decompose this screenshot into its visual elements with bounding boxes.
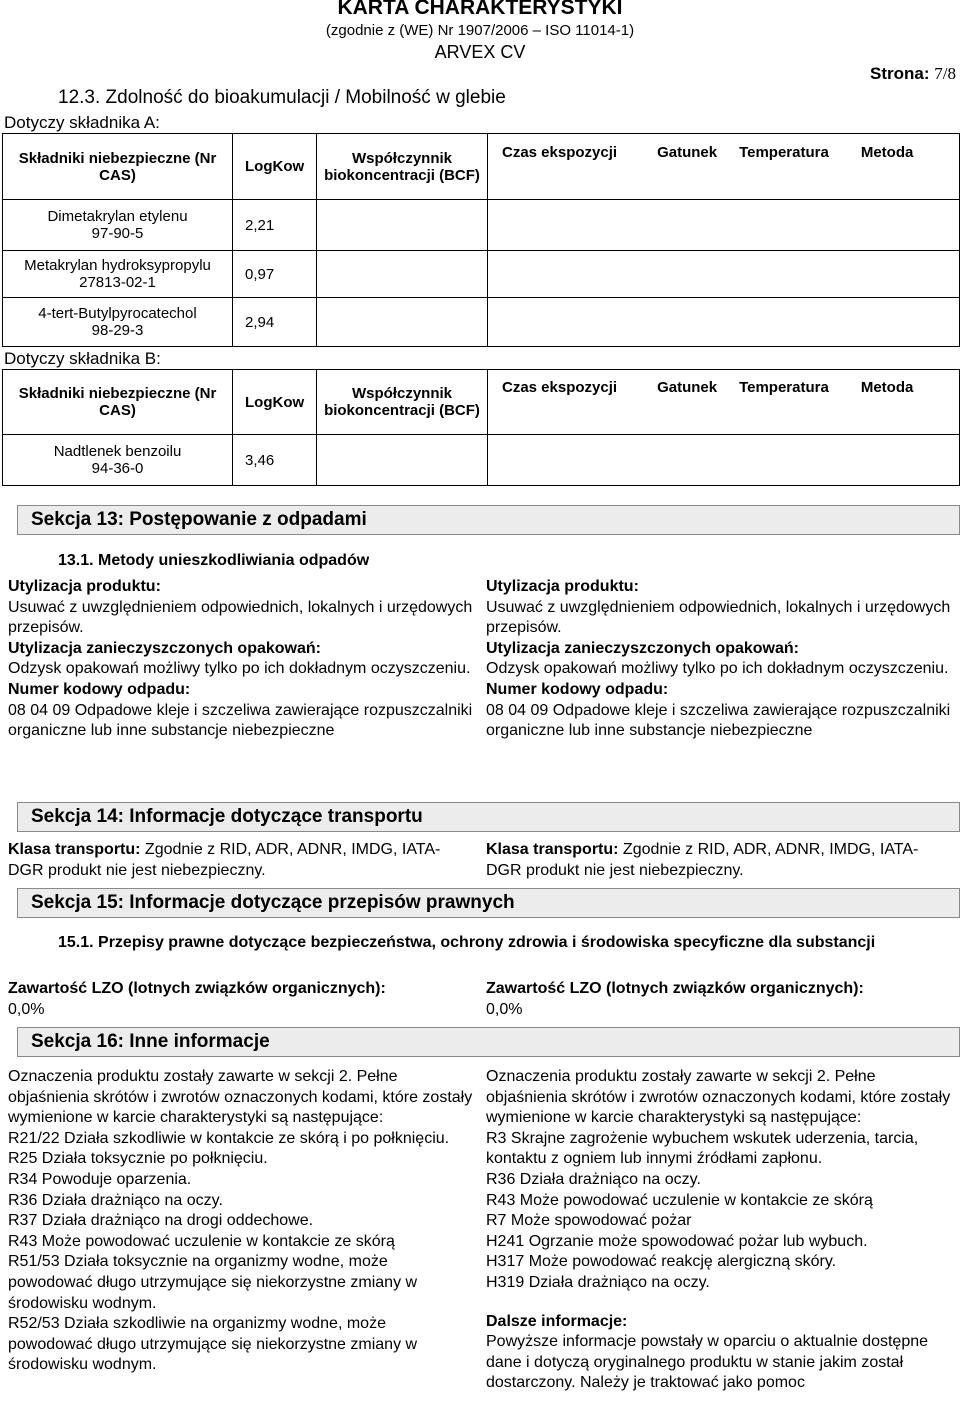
- phrase-line: R51/53 Działa toksycznie na organizmy wodne, może powodować długo utrzymujące się niekorzystne zmiany w środowisku wodnym.: [8, 1253, 418, 1312]
- bcf-cell: [317, 435, 488, 486]
- phrase-line: R34 Powoduje oparzenia.: [8, 1170, 192, 1188]
- document-title: KARTA CHARAKTERYSTYKI: [337, 0, 623, 19]
- substance-name: 4-tert-Butylpyrocatechol: [38, 305, 197, 322]
- logkow-value: 3,46: [233, 435, 317, 486]
- rest-cell: [488, 435, 960, 486]
- phrase-line: H319 Działa drażniąco na oczy.: [486, 1273, 710, 1291]
- section-13-left-column: [8, 577, 473, 742]
- table-header-row: [3, 370, 960, 435]
- component-a-table: [2, 133, 960, 347]
- substance-cell: [3, 200, 233, 251]
- substance-cas: 98-29-3: [91, 322, 144, 339]
- header-rest: [488, 370, 960, 435]
- waste-code-heading: Numer kodowy odpadu:: [486, 680, 669, 698]
- page-number: 7/8: [934, 64, 956, 83]
- section-16-banner: Sekcja 16: Inne informacje: [17, 1027, 960, 1057]
- phrase-line: R7 Może spowodować pożar: [486, 1212, 692, 1230]
- subsection-13-1-title: 13.1. Metody unieszkodliwiania odpadów: [58, 552, 370, 569]
- logkow-value: 2,94: [233, 298, 317, 347]
- phrase-line: R36 Działa drażniąco na oczy.: [486, 1170, 701, 1188]
- further-info-text: Powyższe informacje powstały w oparciu o aktualnie dostępne dane i dotyczą oryginalnego produktu w stanie jakim został dostarczony. Należy je traktować jako pomoc: [486, 1333, 929, 1392]
- section-14-banner: Sekcja 14: Informacje dotyczące transportu: [17, 802, 960, 832]
- bcf-cell: [317, 200, 488, 251]
- transport-text: Zgodnie z RID, ADR, ADNR, IMDG, IATA-DGR produkt nie jest niebezpieczny.: [8, 841, 441, 879]
- bcf-cell: [317, 298, 488, 347]
- substance-cell: [3, 251, 233, 298]
- header-method: Metoda: [860, 143, 914, 161]
- transport-text: Zgodnie z RID, ADR, ADNR, IMDG, IATA-DGR produkt nie jest niebezpieczny.: [486, 841, 919, 879]
- bcf-cell: [317, 251, 488, 298]
- header-bcf: Współczynnik biokoncentracji (BCF): [317, 134, 488, 200]
- voc-value: 0,0%: [8, 1000, 45, 1018]
- transport-left: [8, 840, 473, 881]
- voc-label: Zawartość LZO (lotnych związków organicznych):: [8, 980, 386, 997]
- phrase-line: H241 Ogrzanie może spowodować pożar lub wybuch.: [486, 1232, 868, 1250]
- voc-left: [8, 979, 473, 1020]
- header-species: Gatunek: [657, 143, 718, 161]
- rest-cell: [488, 200, 960, 251]
- header-substance: Składniki niebezpieczne (Nr CAS): [3, 370, 233, 435]
- packaging-heading: Utylizacja zanieczyszczonych opakowań:: [8, 639, 321, 657]
- table-row: [3, 200, 960, 251]
- header-logkow: LogKow: [233, 370, 317, 435]
- abbreviations-intro: Oznaczenia produktu zostały zawarte w sekcji 2. Pełne objaśnienia skrótów i zwrotów oznaczonych kodami, które zostały wymienione w karcie charakterystyki są następujące:: [486, 1068, 951, 1127]
- voc-value: 0,0%: [486, 1000, 523, 1018]
- waste-product-heading: Utylizacja produktu:: [486, 578, 639, 595]
- header-temperature: Temperatura: [739, 143, 829, 161]
- header-exposure: Czas ekspozycji: [502, 143, 618, 161]
- substance-name: Metakrylan hydroksypropylu: [24, 257, 211, 274]
- substance-cas: 27813-02-1: [79, 274, 156, 291]
- table-row: [3, 251, 960, 298]
- regulation-line: (zgodnie z (WE) Nr 1907/2006 – ISO 11014-1): [325, 22, 635, 39]
- waste-product-heading: Utylizacja produktu:: [8, 578, 161, 595]
- rest-cell: [488, 298, 960, 347]
- further-info-heading: Dalsze informacje:: [486, 1312, 628, 1330]
- rest-cell: [488, 251, 960, 298]
- component-b-title: Dotyczy składnika B:: [4, 349, 161, 368]
- packaging-text: Odzysk opakowań możliwy tylko po ich dokładnym oczyszczeniu.: [8, 660, 471, 678]
- packaging-heading: Utylizacja zanieczyszczonych opakowań:: [486, 639, 799, 657]
- substance-cas: 94-36-0: [91, 460, 144, 477]
- abbreviations-intro: Oznaczenia produktu zostały zawarte w sekcji 2. Pełne objaśnienia skrótów i zwrotów oznaczonych kodami, które zostały wymienione w karcie charakterystyki są następujące:: [8, 1068, 473, 1127]
- phrase-line: R21/22 Działa szkodliwie w kontakcie ze skórą i po połknięciu.: [8, 1129, 450, 1147]
- packaging-text: Odzysk opakowań możliwy tylko po ich dokładnym oczyszczeniu.: [486, 660, 949, 678]
- section-15-banner: Sekcja 15: Informacje dotyczące przepisów prawnych: [17, 888, 960, 918]
- section-16-right-column: [486, 1067, 951, 1394]
- header-rest: [488, 134, 960, 200]
- header-logkow: LogKow: [233, 134, 317, 200]
- header-temperature: Temperatura: [739, 378, 829, 396]
- section-13-right-column: [486, 577, 951, 742]
- substance-name: Nadtlenek benzoilu: [53, 443, 182, 460]
- logkow-value: 2,21: [233, 200, 317, 251]
- table-header-row: [3, 134, 960, 200]
- phrase-line: R25 Działa toksycznie po połknięciu.: [8, 1150, 268, 1168]
- phrase-line: R36 Działa drażniąco na oczy.: [8, 1191, 223, 1209]
- header-bcf: Współczynnik biokoncentracji (BCF): [317, 370, 488, 435]
- table-row: [3, 298, 960, 347]
- phrase-line: R43 Może powodować uczulenie w kontakcie ze skórą: [8, 1232, 395, 1250]
- waste-code-heading: Numer kodowy odpadu:: [8, 680, 191, 698]
- waste-product-text: Usuwać z uwzględnieniem odpowiednich, lokalnych i urzędowych przepisów.: [486, 598, 951, 637]
- header-substance: Składniki niebezpieczne (Nr CAS): [3, 134, 233, 200]
- phrase-line: R37 Działa drażniąco na drogi oddechowe.: [8, 1212, 314, 1230]
- page-label: Strona:: [870, 64, 930, 83]
- subsection-12-3-title: 12.3. Zdolność do bioakumulacji / Mobilność w glebie: [58, 87, 506, 108]
- header-species: Gatunek: [657, 378, 718, 396]
- header-exposure: Czas ekspozycji: [502, 378, 618, 396]
- product-name: ARVEX CV: [434, 42, 526, 62]
- voc-right: [486, 979, 951, 1020]
- waste-code-text: 08 04 09 Odpadowe kleje i szczeliwa zawierające rozpuszczalniki organiczne lub inne substancje niebezpieczne: [8, 701, 473, 740]
- phrase-line: R3 Skrajne zagrożenie wybuchem wskutek uderzenia, tarcia, kontaktu z ogniem lub innymi źródłami zapłonu.: [486, 1129, 919, 1168]
- logkow-value: 0,97: [233, 251, 317, 298]
- section-13-banner: Sekcja 13: Postępowanie z odpadami: [17, 505, 960, 535]
- page-indicator: [870, 63, 956, 85]
- phrase-line: R43 Może powodować uczulenie w kontakcie ze skórą: [486, 1191, 873, 1209]
- transport-right: [486, 840, 951, 881]
- phrase-line: H317 Może powodować reakcję alergiczną skóry.: [486, 1253, 837, 1271]
- component-a-title: Dotyczy składnika A:: [4, 113, 160, 132]
- substance-cell: [3, 435, 233, 486]
- section-16-left-column: [8, 1067, 473, 1376]
- phrase-line: R52/53 Działa szkodliwie na organizmy wodne, może powodować długo utrzymujące się niekorzystne zmiany w środowisku wodnym.: [8, 1315, 418, 1374]
- transport-label: Klasa transportu:: [486, 841, 619, 858]
- waste-product-text: Usuwać z uwzględnieniem odpowiednich, lokalnych i urzędowych przepisów.: [8, 598, 473, 637]
- subsection-15-1-title: 15.1. Przepisy prawne dotyczące bezpieczeństwa, ochrony zdrowia i środowiska specyficzne dla substancji: [58, 934, 876, 951]
- table-row: [3, 435, 960, 486]
- header-method: Metoda: [860, 378, 914, 396]
- substance-cell: [3, 298, 233, 347]
- component-b-table: [2, 369, 960, 486]
- substance-cas: 97-90-5: [91, 225, 144, 242]
- transport-label: Klasa transportu:: [8, 841, 141, 858]
- substance-name: Dimetakrylan etylenu: [47, 208, 188, 225]
- voc-label: Zawartość LZO (lotnych związków organicznych):: [486, 980, 864, 997]
- waste-code-text: 08 04 09 Odpadowe kleje i szczeliwa zawierające rozpuszczalniki organiczne lub inne substancje niebezpieczne: [486, 701, 951, 740]
